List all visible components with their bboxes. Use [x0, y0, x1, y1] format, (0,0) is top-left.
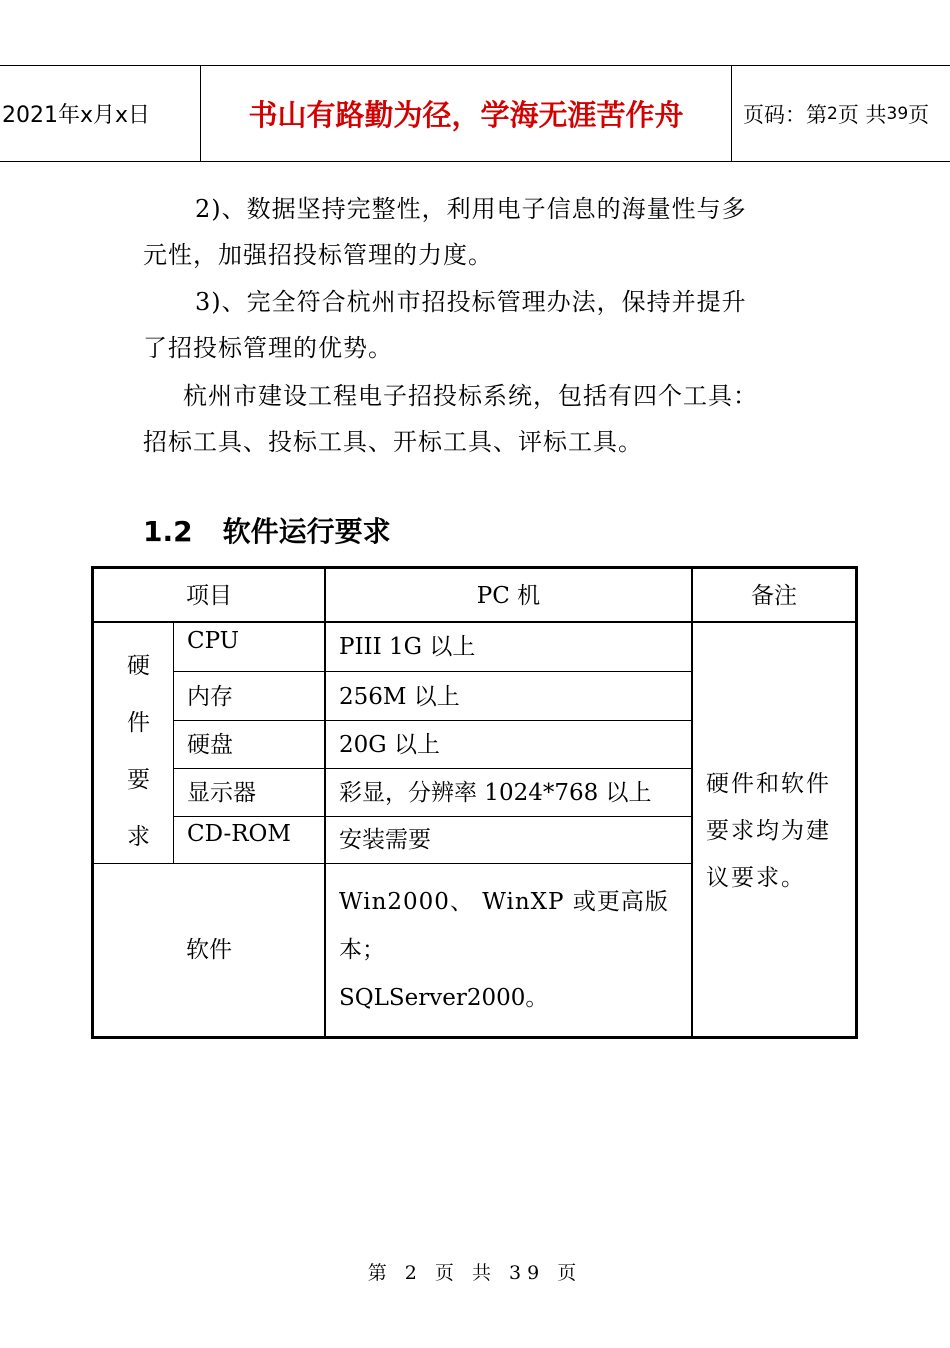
software-line-3: SQLServer2000。 — [339, 985, 549, 1011]
page-total: 39 — [886, 103, 909, 124]
section-heading — [143, 510, 391, 550]
paragraph-3-line-2: 招标工具、投标工具、开标工具、评标工具。 — [143, 428, 643, 456]
note-line-3: 议要求。 — [706, 865, 806, 891]
software-line-2: 本； — [339, 937, 385, 963]
paragraph-2-line-2: 了招投标管理的优势。 — [143, 334, 393, 362]
table-line-h5 — [94, 863, 692, 864]
page-label-prefix: 页码：第 — [743, 102, 827, 127]
table-line-h4 — [173, 816, 692, 817]
hardware-label-char-4: 求 — [127, 824, 150, 850]
paragraph-1 — [143, 186, 823, 278]
header-pc: PC 机 — [476, 583, 541, 609]
hardware-label-char-3: 要 — [127, 767, 150, 793]
paragraph-1-line-1: 2)、数据坚持完整性，利用电子信息的海量性与多 — [195, 195, 747, 223]
table-line-v2 — [691, 569, 693, 1036]
hardware-row-value: PIII 1G 以上 — [339, 634, 476, 660]
header-page-info — [731, 66, 950, 161]
software-line-1: Win2000、 WinXP 或更高版 — [339, 889, 669, 915]
hardware-label-char-2: 件 — [127, 710, 150, 736]
hardware-row-name: CD-ROM — [187, 821, 291, 847]
hardware-row-value: 安装需要 — [339, 827, 431, 853]
header-note: 备注 — [751, 583, 797, 609]
table-line-v3 — [173, 623, 174, 863]
page-header — [0, 65, 950, 162]
section-number: 1.2 — [143, 515, 193, 548]
table-line-h2 — [173, 720, 692, 721]
paragraph-2-line-1: 3)、完全符合杭州市招投标管理办法，保持并提升 — [195, 288, 747, 316]
hardware-row-name: 硬盘 — [187, 732, 233, 758]
requirements-table — [91, 566, 858, 1039]
hardware-row-value: 20G 以上 — [339, 732, 440, 758]
hardware-row-name: 内存 — [187, 684, 233, 710]
paragraph-3 — [143, 373, 823, 465]
hardware-row-value: 256M 以上 — [339, 684, 460, 710]
note-line-2: 要求均为建 — [706, 818, 831, 844]
hardware-label-char-1: 硬 — [127, 653, 150, 679]
table-line-v1 — [324, 569, 326, 1036]
note-line-1: 硬件和软件 — [706, 771, 831, 797]
table-line-h-header — [94, 621, 855, 623]
paragraph-3-line-1: 杭州市建设工程电子招投标系统，包括有四个工具： — [183, 382, 758, 410]
header-motto: 书山有路勤为径，学海无涯苦作舟 — [200, 66, 732, 161]
page-label-suffix: 页 — [908, 102, 930, 127]
page-footer: 第 2 页 共 39 页 — [367, 1262, 583, 1284]
table-line-h3 — [173, 768, 692, 769]
paragraph-1-line-2: 元性，加强招投标管理的力度。 — [143, 241, 493, 269]
table-line-h1 — [173, 671, 692, 672]
hardware-row-name: CPU — [187, 628, 240, 654]
software-label: 软件 — [186, 937, 232, 963]
paragraph-2 — [143, 279, 823, 371]
header-date: 2021年x月x日 — [2, 103, 151, 128]
header-item: 项目 — [186, 583, 232, 609]
hardware-row-value: 彩显，分辨率 1024*768 以上 — [339, 780, 652, 806]
page-label-mid: 页 共 — [837, 102, 887, 127]
section-title: 软件运行要求 — [222, 515, 391, 548]
page-current: 2 — [827, 103, 838, 124]
hardware-row-name: 显示器 — [187, 780, 256, 806]
